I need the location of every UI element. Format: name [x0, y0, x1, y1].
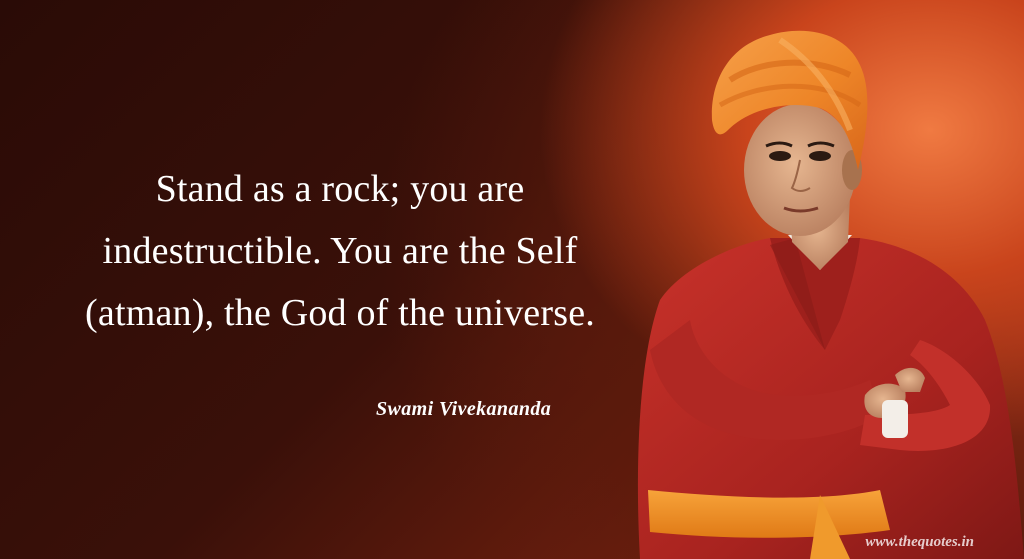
- watermark: www.thequotes.in: [865, 534, 974, 550]
- quote-line-2: indestructible. You are the Self: [102, 230, 578, 272]
- quote-line-1: Stand as a rock; you are: [155, 168, 525, 210]
- face-shape: [744, 104, 856, 236]
- portrait-figure-icon: [620, 20, 1024, 559]
- quote-text: [40, 158, 640, 344]
- quote-line-3: (atman), the God of the universe.: [85, 292, 595, 334]
- author-name: Swami Vivekananda: [376, 398, 552, 420]
